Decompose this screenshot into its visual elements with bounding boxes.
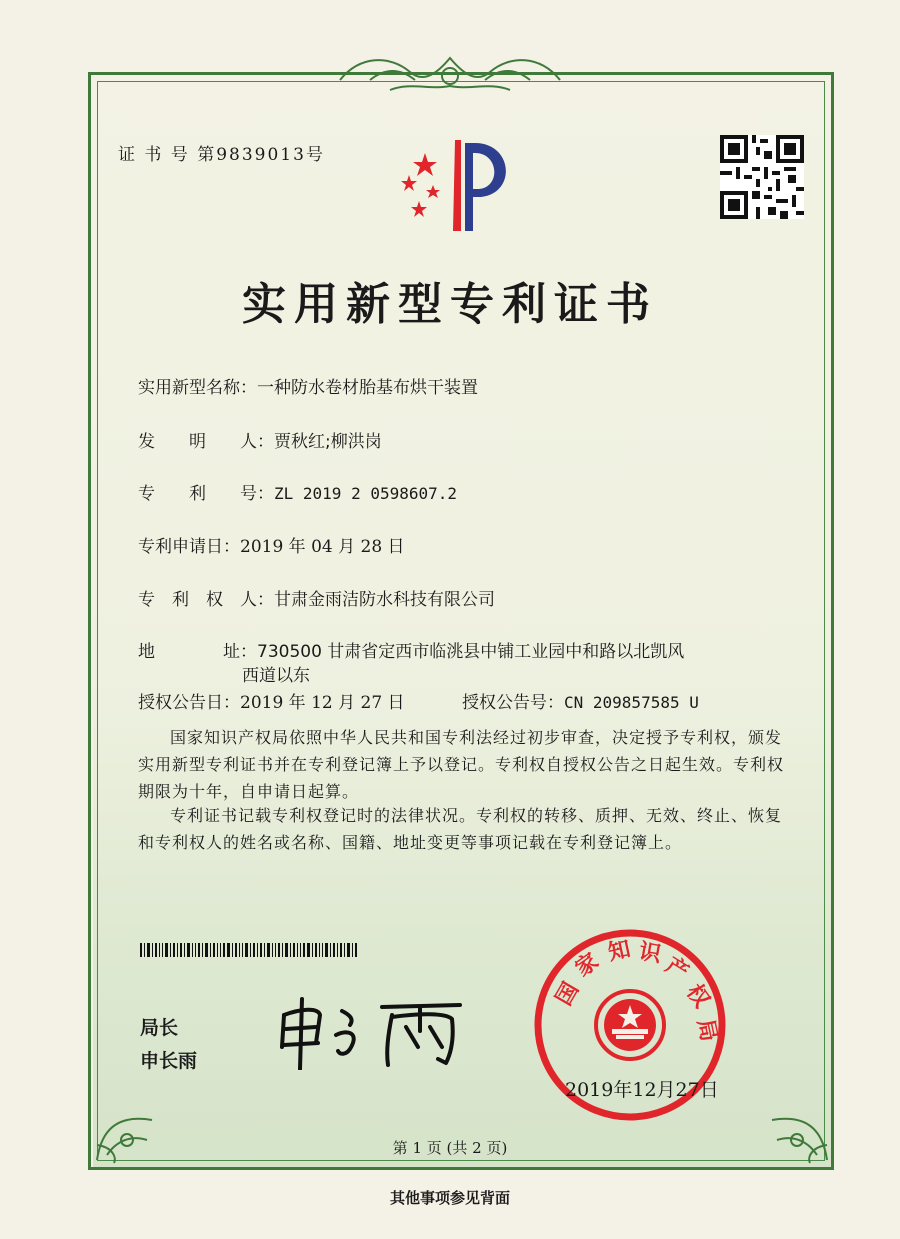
svg-text:知: 知 — [606, 936, 633, 966]
barcode-icon — [140, 943, 360, 957]
qr-code-icon — [720, 135, 804, 219]
inventor-value: 贾秋红;柳洪岗 — [274, 432, 382, 452]
address-value-line2: 西道以东 — [242, 666, 310, 686]
certificate-number-value: 9839013 — [216, 145, 306, 165]
grant-number-row — [462, 688, 699, 713]
svg-text:家: 家 — [571, 948, 604, 982]
address-label: 地 址： — [138, 642, 257, 662]
inventor-row — [138, 427, 382, 452]
footer-note: 其他事项参见背面 — [389, 1189, 510, 1207]
seal-date: 2019年12月27日 — [565, 1079, 719, 1101]
patentee-label: 专 利 权 人： — [138, 590, 274, 610]
legal-status-paragraph: 专利证书记载专利权登记时的法律状况。专利权的转移、质押、无效、终止、恢复和专利权人的姓名或名称、国籍、地址变更等事项记载在专利登记簿上。 — [138, 806, 783, 852]
svg-text:权: 权 — [681, 980, 715, 1013]
utility-model-name-row — [138, 373, 478, 398]
director-title: 局长 — [140, 1017, 179, 1039]
patentee-row — [138, 585, 495, 610]
top-ornament-icon — [330, 50, 570, 100]
patent-number-value: ZL 2019 2 0598607.2 — [274, 484, 458, 503]
utility-model-name-label: 实用新型名称： — [138, 378, 257, 398]
svg-text:国: 国 — [551, 978, 585, 1010]
grant-date-row — [138, 688, 405, 713]
certificate-number-label: 证 书 号 第 — [118, 145, 217, 165]
cnipa-logo-icon — [395, 135, 525, 235]
signature-icon — [270, 985, 470, 1070]
grant-date-value: 2019 年 12 月 27 日 — [240, 693, 405, 713]
director-name: 申长雨 — [140, 1050, 198, 1072]
certificate-number-suffix: 号 — [305, 145, 325, 165]
address-row — [138, 637, 684, 662]
filing-date-value: 2019 年 04 月 28 日 — [240, 537, 405, 557]
grant-number-label: 授权公告号： — [462, 693, 564, 713]
svg-text:局: 局 — [692, 1017, 722, 1044]
inventor-label: 发 明 人： — [138, 432, 274, 452]
grant-number-value: CN 209857585 U — [564, 693, 699, 712]
grant-statement-paragraph: 国家知识产权局依照中华人民共和国专利法经过初步审查，决定授予专利权，颁发实用新型专利证书并在专利登记簿上予以登记。专利权自授权公告之日起生效。专利权期限为十年，自申请日起算。 — [138, 728, 785, 801]
filing-date-label: 专利申请日： — [138, 537, 240, 557]
grant-date-label: 授权公告日： — [138, 693, 240, 713]
national-emblem-icon — [596, 991, 664, 1059]
svg-text:产: 产 — [660, 952, 693, 986]
filing-date-row — [138, 532, 405, 557]
patent-number-row — [138, 479, 457, 504]
address-value-line1: 730500 甘肃省定西市临洮县中铺工业园中和路以北凯风 — [257, 642, 685, 662]
certificate-title: 实用新型专利证书 — [242, 279, 658, 330]
patentee-value: 甘肃金雨洁防水科技有限公司 — [274, 590, 495, 610]
svg-text:识: 识 — [636, 939, 663, 968]
page-number: 第 1 页 (共 2 页) — [392, 1139, 508, 1157]
certificate-number — [118, 140, 325, 165]
patent-number-label: 专 利 号： — [138, 484, 274, 504]
utility-model-name-value: 一种防水卷材胎基布烘干装置 — [257, 378, 478, 398]
